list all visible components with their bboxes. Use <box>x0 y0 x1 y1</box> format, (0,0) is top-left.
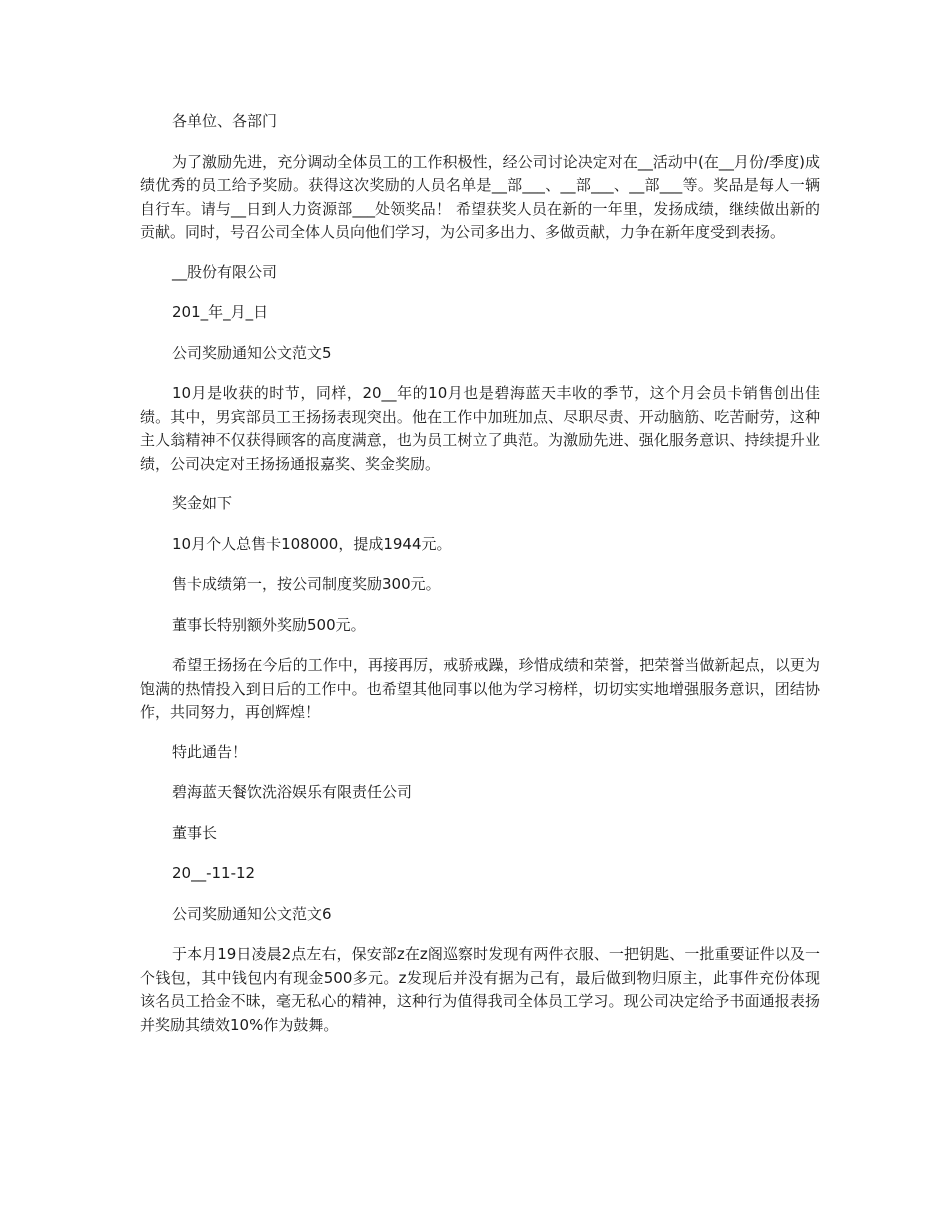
bonus-heading: 奖金如下 <box>172 494 233 512</box>
section-heading: 公司奖励通知公文范文6 <box>172 904 332 923</box>
notice-body-paragraph: 希望王扬扬在今后的工作中，再接再厉，戒骄戒躁，珍惜成绩和荣誉，把荣誉当做新起点，以更为饱满的热情投入到日后的工作中。也希望其他同事以他为学习榜样，切切实实地增强服务意识，团结协作，共同努力，再创辉煌！ <box>140 656 820 721</box>
bonus-item: 10月个人总售卡108000，提成1944元。 <box>172 534 452 553</box>
notice-body-paragraph: 于本月19日凌晨2点左右，保安部z在z阁巡察时发现有两件衣服、一把钥匙、一批重要证件以及一个钱包，其中钱包内有现金500多元。z发现后并没有据为己有，最后做到物归原主，此事件充份体现该名员工拾金不昧，毫无私心的精神，这种行为值得我司全体员工学习。现公司决定给予书面通报表扬并奖励其绩效10%作为鼓舞。 <box>140 945 820 1034</box>
document-page <box>140 110 820 1053</box>
bonus-item: 售卡成绩第一，按公司制度奖励300元。 <box>172 575 441 593</box>
company-signature: __股份有限公司 <box>172 262 278 281</box>
notice-body-paragraph: 为了激励先进，充分调动全体员工的工作积极性，经公司讨论决定对在__活动中(在__月份/季度)成绩优秀的员工给予奖励。获得这次奖励的人员名单是__部___、__部___、__部___等。奖品是每人一辆自行车。请与__日到人力资源部___处领奖品！ 希望获奖人员在新的一年里，发扬成绩，继续做出新的贡献。同时，号召公司全体人员向他们学习，为公司多出力、多做贡献，力争在新年度受到表扬。 <box>140 152 820 241</box>
notice-body-paragraph: 10月是收获的时节，同样，20__年的10月也是碧海蓝天丰收的季节，这个月会员卡销售创出佳绩。其中，男宾部员工王扬扬表现突出。他在工作中加班加点、尽职尽责、开动脑筋、吃苦耐劳，这种主人翁精神不仅获得顾客的高度满意，也为员工树立了典范。为激励先进、强化服务意识、持续提升业绩，公司决定对王扬扬通报嘉奖、奖金奖励。 <box>140 384 820 473</box>
date-line: 201_年_月_日 <box>172 303 269 321</box>
company-signature: 碧海蓝天餐饮洗浴娱乐有限责任公司 <box>172 783 413 801</box>
section-heading: 公司奖励通知公文范文5 <box>172 343 332 362</box>
signer-title: 董事长 <box>172 823 218 842</box>
date-line: 20__-11-12 <box>172 864 256 882</box>
notice-closing: 特此通告！ <box>172 742 248 761</box>
bonus-item: 董事长特别额外奖励500元。 <box>172 615 366 634</box>
salutation: 各单位、各部门 <box>172 112 278 130</box>
